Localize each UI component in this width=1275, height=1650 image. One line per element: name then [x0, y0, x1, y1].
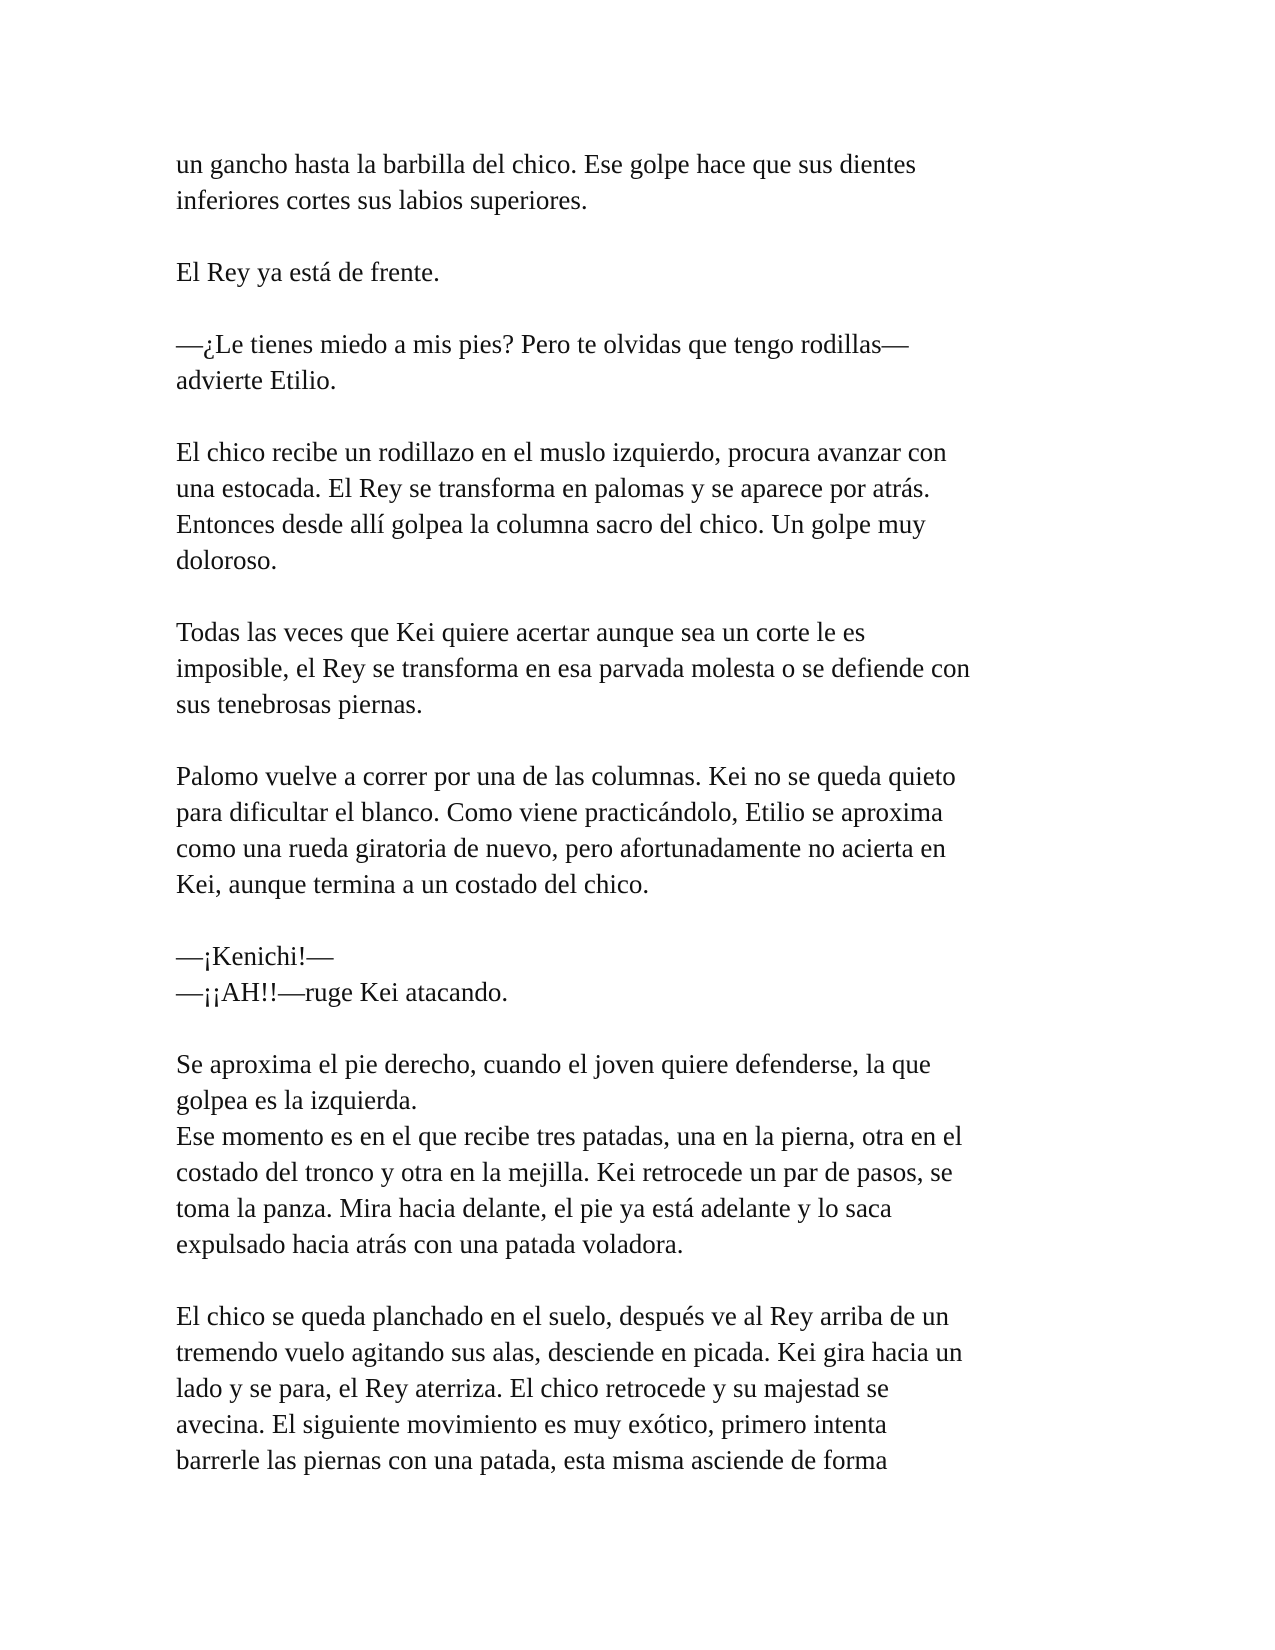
text-line: Todas las veces que Kei quiere acertar aunque sea un corte le es	[176, 617, 866, 647]
text-line: avecina. El siguiente movimiento es muy exótico, primero intenta	[176, 1409, 887, 1439]
text-line: lado y se para, el Rey aterriza. El chico retrocede y su majestad se	[176, 1373, 889, 1403]
text-line: Kei, aunque termina a un costado del chico.	[176, 869, 650, 899]
text-line: expulsado hacia atrás con una patada voladora.	[176, 1229, 684, 1259]
text-line: tremendo vuelo agitando sus alas, desciende en picada. Kei gira hacia un	[176, 1337, 963, 1367]
text-line: advierte Etilio.	[176, 365, 337, 395]
paragraph	[176, 1298, 1116, 1478]
text-line: —¡Kenichi!—	[176, 941, 334, 971]
text-line: costado del tronco y otra en la mejilla. Kei retrocede un par de pasos, se	[176, 1157, 953, 1187]
text-line: —¿Le tienes miedo a mis pies? Pero te olvidas que tengo rodillas—	[176, 329, 909, 359]
body-text	[176, 146, 1116, 1514]
text-line: —¡¡AH!!—ruge Kei atacando.	[176, 977, 509, 1007]
paragraph	[176, 254, 1116, 290]
text-line: doloroso.	[176, 545, 278, 575]
text-line: Palomo vuelve a correr por una de las columnas. Kei no se queda quieto	[176, 761, 956, 791]
paragraph	[176, 434, 1116, 578]
text-line: El Rey ya está de frente.	[176, 257, 440, 287]
text-line: inferiores cortes sus labios superiores.	[176, 185, 588, 215]
text-line: sus tenebrosas piernas.	[176, 689, 423, 719]
text-line: toma la panza. Mira hacia delante, el pie ya está adelante y lo saca	[176, 1193, 892, 1223]
text-line: un gancho hasta la barbilla del chico. Ese golpe hace que sus dientes	[176, 149, 916, 179]
paragraph	[176, 614, 1116, 722]
paragraph	[176, 758, 1116, 902]
paragraph	[176, 1046, 1116, 1262]
text-line: como una rueda giratoria de nuevo, pero afortunadamente no acierta en	[176, 833, 946, 863]
text-line: Se aproxima el pie derecho, cuando el joven quiere defenderse, la que	[176, 1049, 931, 1079]
text-line: barrerle las piernas con una patada, esta misma asciende de forma	[176, 1445, 888, 1475]
text-line: imposible, el Rey se transforma en esa parvada molesta o se defiende con	[176, 653, 970, 683]
text-line: Ese momento es en el que recibe tres patadas, una en la pierna, otra en el	[176, 1121, 963, 1151]
paragraph	[176, 146, 1116, 218]
text-line: El chico se queda planchado en el suelo, después ve al Rey arriba de un	[176, 1301, 949, 1331]
text-line: para dificultar el blanco. Como viene practicándolo, Etilio se aproxima	[176, 797, 943, 827]
text-line: El chico recibe un rodillazo en el muslo izquierdo, procura avanzar con	[176, 437, 947, 467]
dialogue-paragraph	[176, 326, 1116, 398]
text-line: una estocada. El Rey se transforma en palomas y se aparece por atrás.	[176, 473, 931, 503]
text-line: golpea es la izquierda.	[176, 1085, 418, 1115]
text-line: Entonces desde allí golpea la columna sacro del chico. Un golpe muy	[176, 509, 926, 539]
dialogue-paragraph	[176, 938, 1116, 1010]
